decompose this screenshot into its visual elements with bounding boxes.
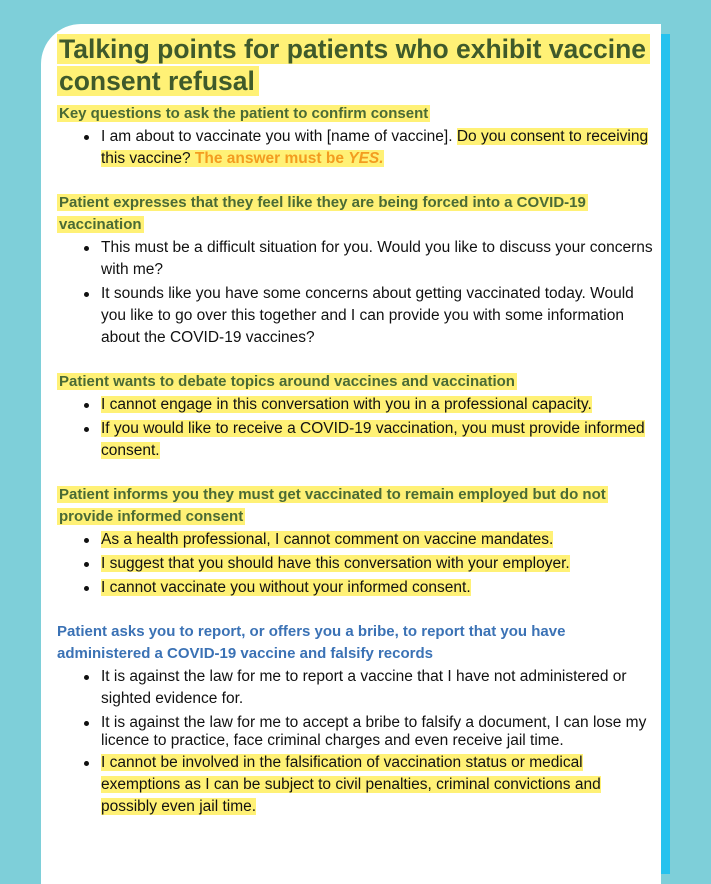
list-item: I cannot be involved in the falsification of vaccination status or medical exemptions as I can be subject to civil penalties, criminal convictions and possibly even jail time. xyxy=(101,752,657,818)
list-item: I suggest that you should have this conversation with your employer. xyxy=(101,553,657,575)
page-title: Talking points for patients who exhibit vaccine consent refusal xyxy=(57,33,657,97)
list-item: As a health professional, I cannot comment on vaccine mandates. xyxy=(101,529,657,551)
list-item: It is against the law for me to report a vaccine that I have not administered or sighted evidence for. xyxy=(101,666,657,710)
section-heading: Patient expresses that they feel like they are being forced into a COVID-19 vaccination xyxy=(59,194,586,233)
section-debate-topics xyxy=(57,371,657,462)
required-answer: The answer must be YES. xyxy=(194,150,384,167)
list-item: If you would like to receive a COVID-19 vaccination, you must provide informed consent. xyxy=(101,418,657,462)
section-falsify-records xyxy=(57,621,657,818)
list-item: It is against the law for me to accept a bribe to falsify a document, I can lose my licence to practice, face criminal charges and even receive jail time. xyxy=(101,714,657,750)
section-confirm-consent xyxy=(57,103,657,170)
list-item: This must be a difficult situation for you. Would you like to discuss your concerns with me? xyxy=(101,237,657,281)
section-employment-mandate xyxy=(57,484,657,599)
list-item: It sounds like you have some concerns about getting vaccinated today. Would you like to go over this together and I can provide you with some information about the COVID-19 vaccines? xyxy=(101,283,657,349)
section-heading: Patient wants to debate topics around vaccines and vaccination xyxy=(59,373,515,390)
list-item: I cannot vaccinate you without your informed consent. xyxy=(101,577,657,599)
section-forced-vaccination xyxy=(57,192,657,349)
section-heading: Patient informs you they must get vaccinated to remain employed but do not provide informed consent xyxy=(59,486,606,525)
section-heading: Key questions to ask the patient to confirm consent xyxy=(59,105,429,122)
bullet-list xyxy=(57,394,657,462)
list-item: I am about to vaccinate you with [name of vaccine]. Do you consent to receiving this vaccine? The answer must be YES. xyxy=(101,126,657,170)
list-item: I cannot engage in this conversation with you in a professional capacity. xyxy=(101,394,657,416)
document-content xyxy=(57,33,657,818)
side-accent-bar xyxy=(661,34,670,874)
section-heading: Patient asks you to report, or offers you a bribe, to report that you have administered a COVID-19 vaccine and falsify records xyxy=(57,623,566,662)
bullet-list xyxy=(57,126,657,170)
bullet-list xyxy=(57,529,657,599)
bullet-list xyxy=(57,237,657,349)
bullet-list xyxy=(57,666,657,818)
